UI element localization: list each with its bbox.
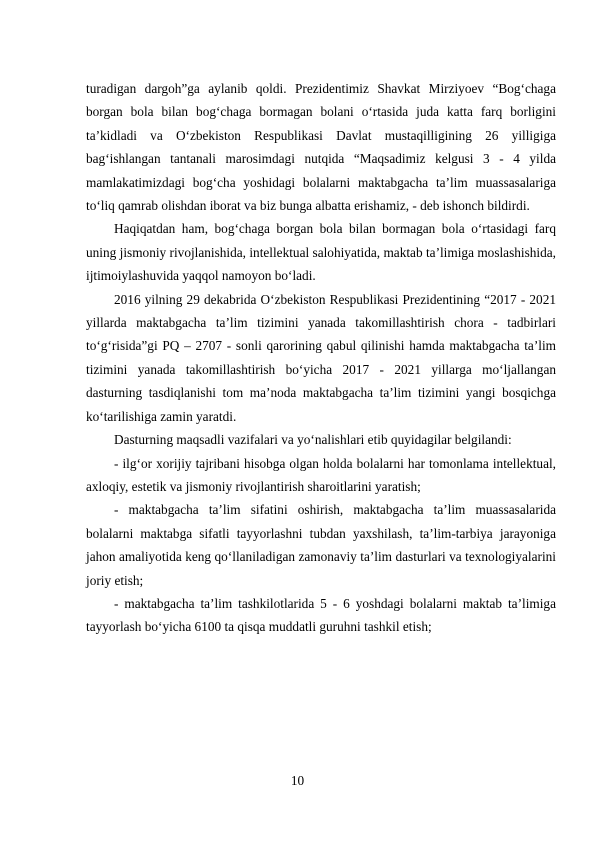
paragraph-4: Dasturning maqsadli vazifalari va yo‘nalishlari etib quyidagilar belgilandi:	[114, 432, 512, 448]
list-item-3: - maktabgacha ta’lim tashkilotlarida 5 - 6 yoshdagi bolalarni maktab ta’limiga tayyorlash bo‘yicha 6100 ta qisqa muddatli guruhni tashkil etish;	[86, 595, 556, 635]
paragraph-3: 2016 yilning 29 dekabrida O‘zbekiston Respublikasi Prezidentining “2017 - 2021 yillarda maktabgacha ta’lim tizimini yanada takomillashtirish chora - tadbirlari to‘g‘risida”gi PQ – 2707 - sonli qarorining qabul qilinishi hamda maktabgacha ta’lim tizimini yanada takomillashtirish bo‘yicha 2017 - 2021 yillarga mo‘ljallangan dasturning tasdiqlanishi tom ma’noda maktabgacha ta’lim tizimini yangi bosqichga ko‘tarilishiga zamin yaratdi.	[86, 291, 556, 424]
page-number: 10	[290, 773, 305, 788]
list-item-2: - maktabgacha ta’lim sifatini oshirish, maktabgacha ta’lim muassasalarida bolalarni maktabga sifatli tayyorlashni tubdan yaxshilash, ta’lim-tarbiya jarayoniga jahon amaliyotida keng qo‘llaniladigan zamonaviy ta’lim dasturlari va texnologiyalarini joriy etish;	[86, 502, 556, 588]
paragraph-2: Haqiqatdan ham, bog‘chaga borgan bola bilan bormagan bola o‘rtasidagi farq uning jismoniy rivojlanishida, intellektual salohiyatida, maktab ta’limiga moslashishida, ijtimoiylashuvida yaqqol namoyon bo‘ladi.	[86, 221, 556, 284]
paragraph-1: turadigan dargoh”ga aylanib qoldi. Prezidentimiz Shavkat Mirziyoev “Bog‘chaga borgan bola bilan bog‘chaga bormagan bolani o‘rtasida juda katta farq borligini ta’kidladi va O‘zbekiston Respublikasi Davlat mustaqilligining 26 yilligiga bag‘ishlangan tantanali marosimdagi nutqida “Maqsadimiz kelgusi 3 - 4 yilda mamlakatimizdagi bog‘cha yoshidagi bolalarni maktabgacha ta’lim muassasalariga to‘liq qamrab olishdan iborat va biz bunga albatta erishamiz, - deb ishonch bildirdi.	[86, 81, 556, 214]
list-item-1: - ilg‘or xorijiy tajribani hisobga olgan holda bolalarni har tomonlama intellektual, axloqiy, estetik va jismoniy rivojlantirish sharoitlarini yaratish;	[86, 455, 556, 494]
document-page	[86, 77, 556, 639]
